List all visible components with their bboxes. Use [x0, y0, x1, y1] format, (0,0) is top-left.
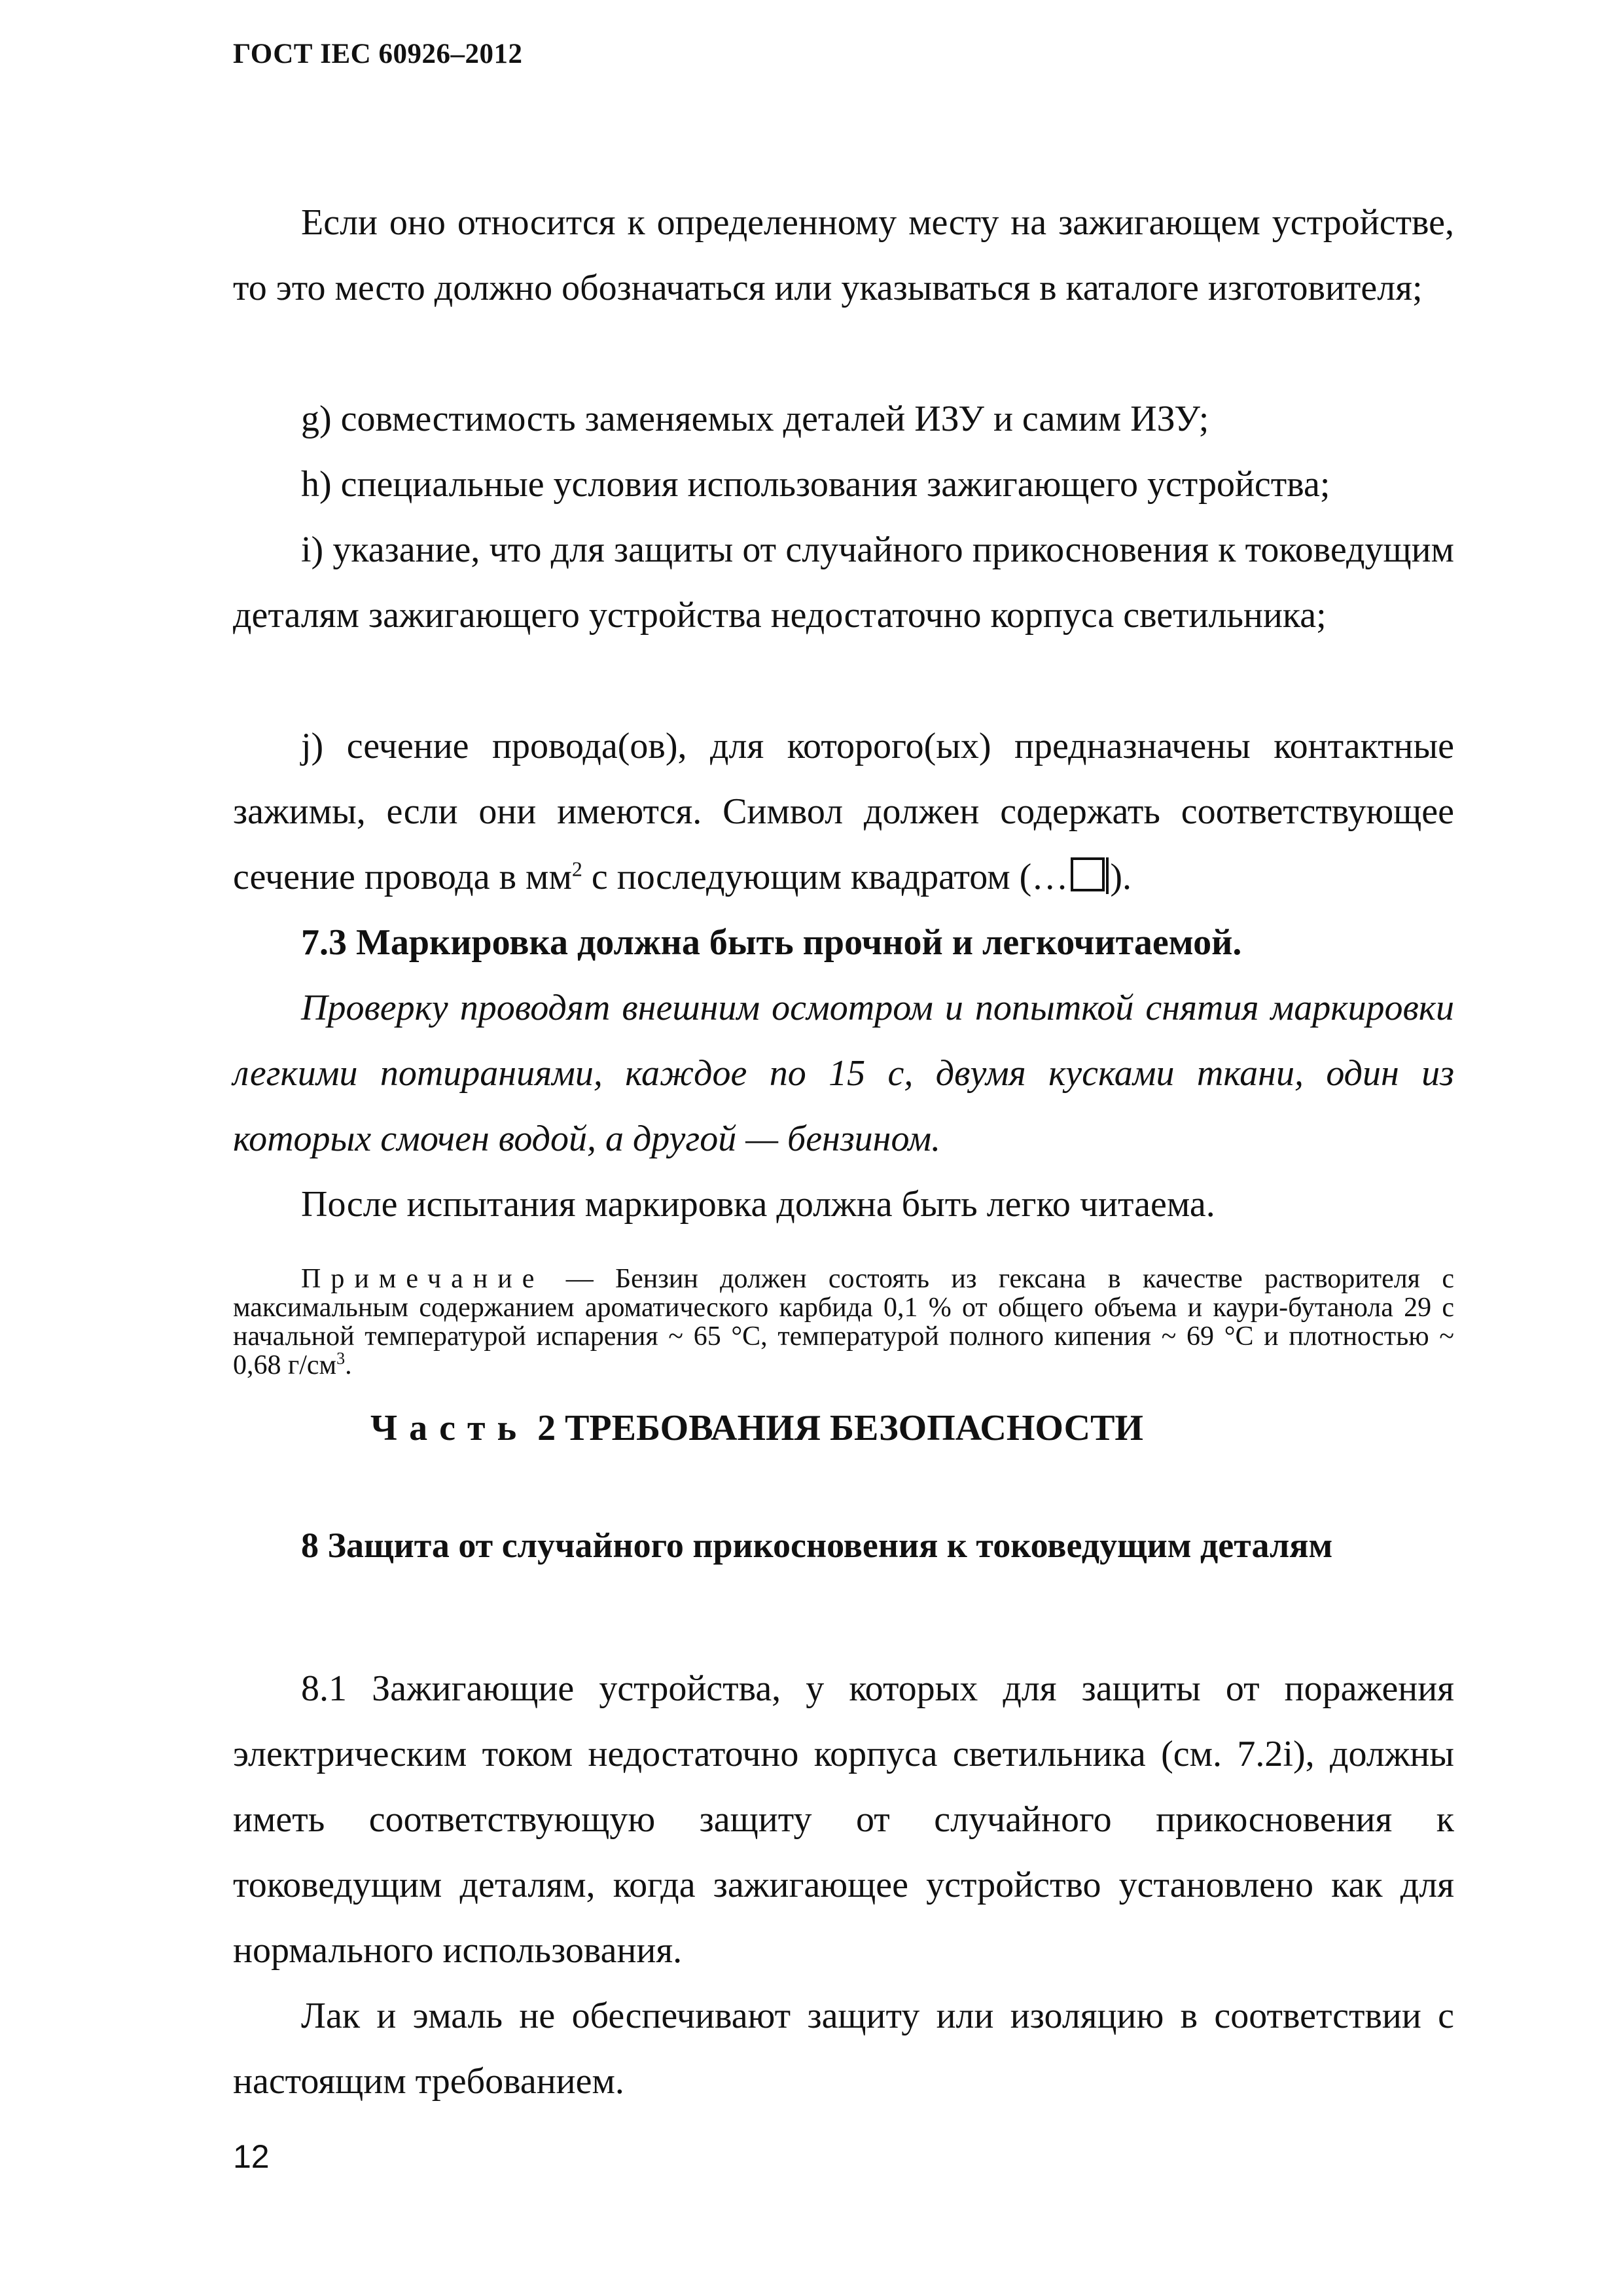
part-title-rest: 2 ТРЕБОВАНИЯ БЕЗОПАСНОСТИ [528, 1408, 1143, 1448]
square-bar-icon [1106, 857, 1109, 894]
after-test-paragraph: После испытания маркировка должна быть легко читаема. [301, 1184, 1215, 1225]
note-block [233, 1265, 1454, 1380]
clause-7-3-heading: 7.3 Маркировка должна быть прочной и легкочитаемой. [301, 922, 1242, 963]
note-label: Примечание [301, 1264, 544, 1294]
part-title-word: Часть [370, 1408, 529, 1448]
item-j [233, 713, 1454, 910]
item-j-superscript: 2 [571, 857, 582, 881]
lacquer-paragraph: Лак и эмаль не обеспечивают защиту или изоляцию в соответствии с настоящим требованием. [233, 1996, 1454, 2102]
item-j-text: j) сечение провода(ов), для которого(ых) предназначены контактные зажимы, если они имеются. Символ должен содержать соответствующее сечение провода в мм [233, 726, 1454, 897]
item-g: g) совместимость заменяемых деталей ИЗУ и самим ИЗУ; [301, 399, 1209, 439]
item-h: h) специальные условия использования зажигающего устройства; [301, 464, 1330, 505]
note-end: . [345, 1350, 352, 1380]
document-header: ГОСТ IEC 60926–2012 [233, 39, 523, 69]
note-text: — Бензин должен состоять из гексана в качестве растворителя с максимальным содержанием ароматического карбида 0,1 % от общего объема и каури-бутанола 29 с начальной температурой испарения ~ 65 °С, температурой полного кипения ~ 69 °С и плотностью ~ 0,68 г/см [233, 1264, 1454, 1380]
square-symbol-icon [1071, 857, 1105, 891]
item-j-text-continued: с последующим квадратом (… [582, 857, 1069, 897]
item-j-text-end: ). [1110, 857, 1132, 897]
test-method-paragraph: Проверку проводят внешним осмотром и попыткой снятия маркировки легкими потираниями, каждое по 15 с, двумя кусками ткани, один из которых смочен водой, а другой — бензином. [233, 988, 1454, 1159]
part-title [370, 1407, 1143, 1449]
note-superscript: 3 [336, 1349, 346, 1368]
page-number: 12 [233, 2138, 270, 2175]
paragraph-location: Если оно относится к определенному месту на зажигающем устройстве, то это место должно обозначаться или указываться в каталоге изготовителя; [233, 202, 1454, 308]
section-8-title: 8 Защита от случайного прикосновения к токоведущим деталям [301, 1526, 1333, 1565]
item-i: i) указание, что для защиты от случайного прикосновения к токоведущим деталям зажигающего устройства недостаточно корпуса светильника; [233, 529, 1454, 636]
clause-8-1-paragraph: 8.1 Зажигающие устройства, у которых для защиты от поражения электрическим током недостаточно корпуса светильника (см. 7.2i), должны иметь соответствующую защиту от случайного прикосновения к токоведущим деталям, когда зажигающее устройство установлено как для нормального использования. [233, 1668, 1454, 1971]
